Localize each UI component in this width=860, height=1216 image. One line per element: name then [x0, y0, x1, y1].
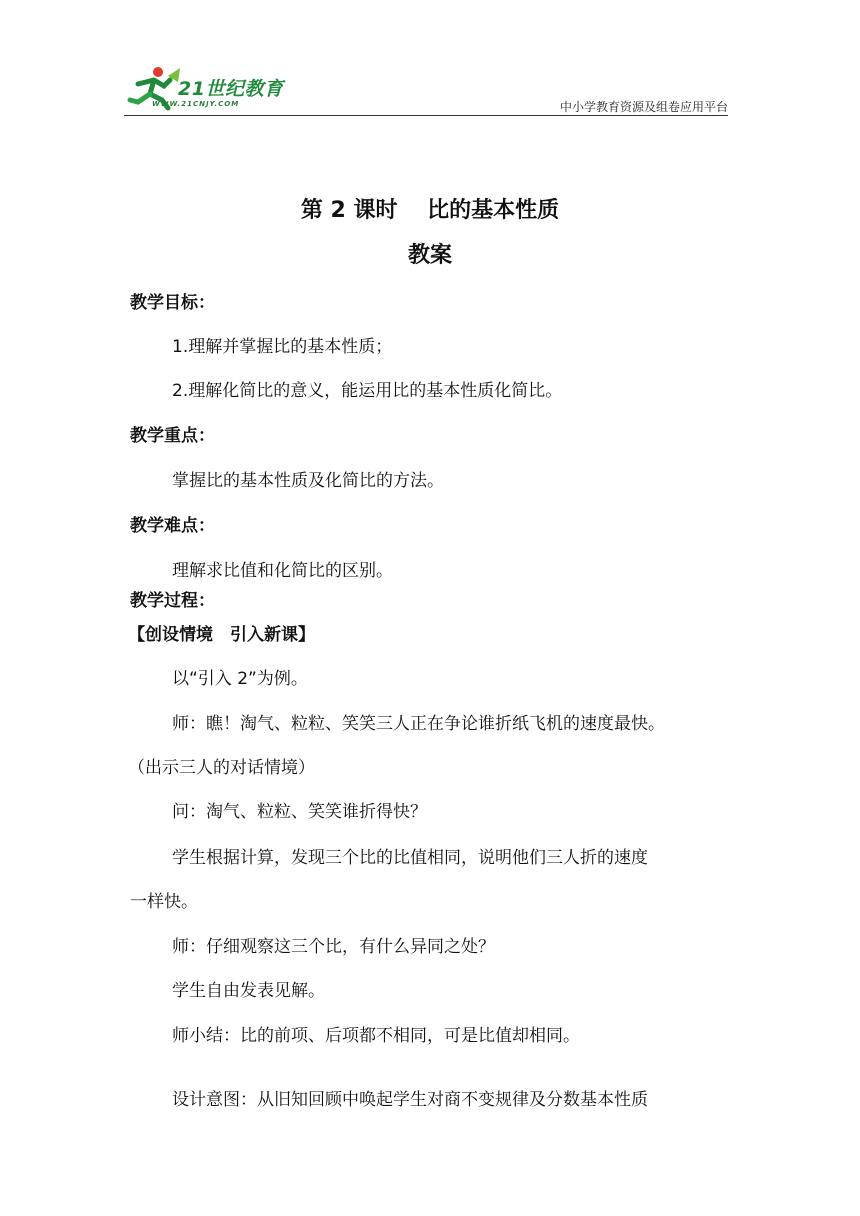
difficulty-text: 理解求比值和化简比的区别。 — [172, 561, 393, 581]
student-line-1-cont: 一样快。 — [130, 892, 198, 912]
section-heading: 【创设情境 引入新课】 — [128, 625, 315, 645]
header-divider — [124, 115, 728, 116]
student-line-2: 学生自由发表见解。 — [172, 981, 325, 1001]
lesson-title: 第 2 课时 比的基本性质 — [300, 198, 560, 223]
logo — [124, 62, 294, 114]
process-heading: 教学过程： — [130, 591, 215, 611]
design-intent: 设计意图：从旧知回顾中唤起学生对商不变规律及分数基本性质 — [172, 1090, 648, 1110]
teacher-line-2: 师：仔细观察这三个比，有什么异同之处？ — [172, 937, 495, 957]
lesson-subtitle: 教案 — [407, 243, 452, 268]
header-tagline: 中小学教育资源及组卷应用平台 — [559, 100, 728, 114]
difficulty-heading: 教学难点： — [130, 516, 215, 536]
goal-item-2: 2.理解化简比的意义，能运用比的基本性质化简比。 — [172, 381, 563, 401]
page-header — [124, 62, 728, 118]
key-text: 掌握比的基本性质及化简比的方法。 — [172, 471, 444, 491]
goal-heading: 教学目标： — [130, 293, 215, 313]
goal-item-1: 1.理解并掌握比的基本性质； — [172, 337, 393, 357]
intro-text: 以“引入 2”为例。 — [172, 669, 308, 689]
key-heading: 教学重点： — [130, 426, 215, 446]
question-text: 问：淘气、粒粒、笑笑谁折得快？ — [172, 802, 427, 822]
teacher-line-1-cont: （出示三人的对话情境） — [128, 758, 315, 778]
student-line-1: 学生根据计算，发现三个比的比值相同，说明他们三人折的速度 — [172, 848, 648, 868]
summary-text: 师小结：比的前项、后项都不相同，可是比值却相同。 — [172, 1026, 580, 1046]
teacher-line-1: 师：瞧！淘气、粒粒、笑笑三人正在争论谁折纸飞机的速度最快。 — [172, 714, 665, 734]
logo-text: 21世纪教育 — [178, 78, 284, 100]
logo-url: WWW.21CNJY.COM — [152, 100, 240, 108]
